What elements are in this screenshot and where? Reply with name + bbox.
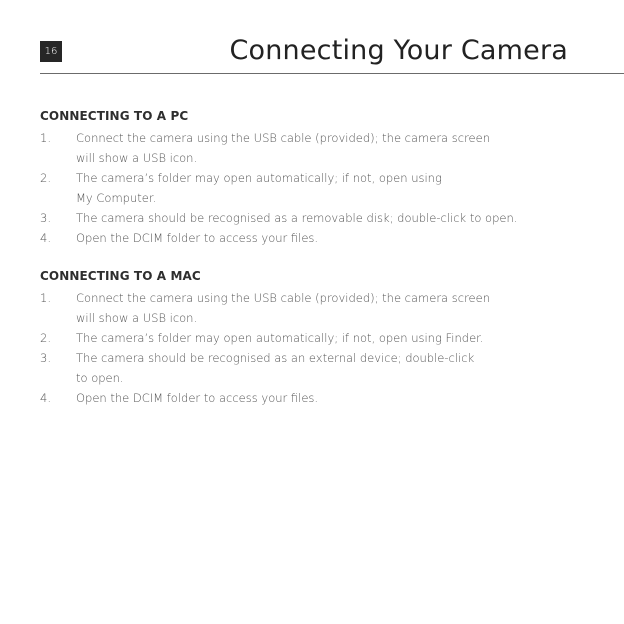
list-item bbox=[40, 168, 600, 208]
list-item bbox=[40, 128, 600, 168]
step-number: 4. bbox=[40, 391, 51, 405]
steps-list-pc bbox=[40, 128, 600, 248]
step-text: Open the DCIM folder to access your files. bbox=[76, 231, 319, 245]
step-text: Connect the camera using the USB cable (provided); the camera screen will show a USB icon. bbox=[76, 131, 490, 165]
section-heading-mac: CONNECTING TO A MAC bbox=[40, 269, 201, 283]
page-number: 16 bbox=[40, 41, 62, 62]
list-item bbox=[40, 328, 600, 348]
page-title: Connecting Your Camera bbox=[229, 35, 568, 66]
list-item bbox=[40, 348, 600, 388]
step-number: 4. bbox=[40, 231, 51, 245]
step-text: Connect the camera using the USB cable (provided); the camera screen will show a USB icon. bbox=[76, 291, 490, 325]
list-item bbox=[40, 228, 600, 248]
step-number: 2. bbox=[40, 171, 51, 185]
step-text: The camera should be recognised as a removable disk; double-click to open. bbox=[76, 211, 518, 225]
list-item bbox=[40, 388, 600, 408]
step-number: 1. bbox=[40, 131, 51, 145]
step-number: 2. bbox=[40, 331, 51, 345]
header-divider bbox=[40, 73, 624, 74]
step-text: Open the DCIM folder to access your files. bbox=[76, 391, 319, 405]
step-number: 1. bbox=[40, 291, 51, 305]
step-text: The camera should be recognised as an external device; double-click to open. bbox=[76, 351, 475, 385]
step-text: The camera’s folder may open automatically; if not, open using Finder. bbox=[76, 331, 484, 345]
section-heading-pc: CONNECTING TO A PC bbox=[40, 109, 189, 123]
list-item bbox=[40, 208, 600, 228]
list-item bbox=[40, 288, 600, 328]
section-connecting-mac bbox=[40, 268, 600, 408]
step-number: 3. bbox=[40, 351, 51, 365]
steps-list-mac bbox=[40, 288, 600, 408]
step-number: 3. bbox=[40, 211, 51, 225]
section-connecting-pc bbox=[40, 108, 600, 248]
step-text: The camera’s folder may open automatically; if not, open using My Computer. bbox=[76, 171, 442, 205]
